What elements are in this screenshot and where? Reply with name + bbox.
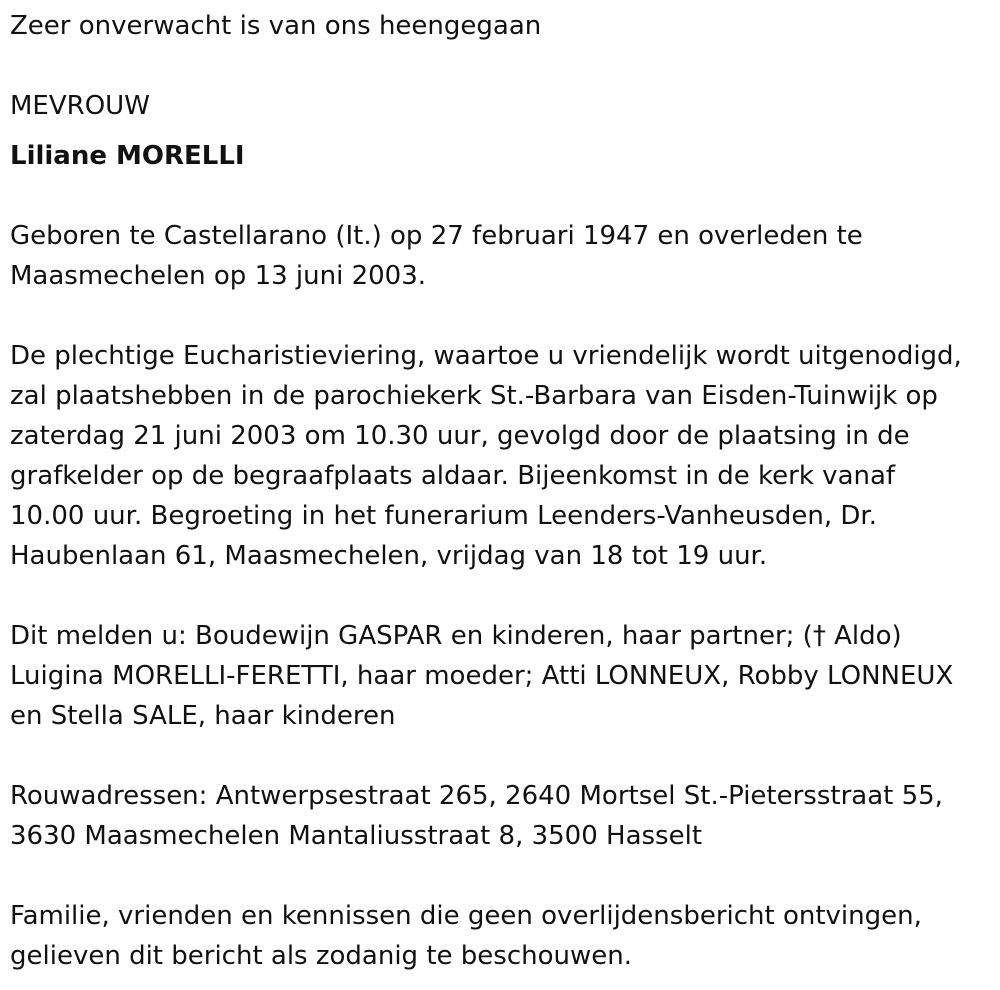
paragraph-line: Maasmechelen op 13 juni 2003. xyxy=(10,261,427,291)
obituary-notice xyxy=(10,6,995,976)
spacer xyxy=(10,46,995,86)
paragraph-line: en Stella SALE, haar kinderen xyxy=(10,701,396,731)
paragraph-line: zaterdag 21 juni 2003 om 10.30 uur, gevolgd door de plaatsing in de xyxy=(10,421,910,451)
paragraph-line: Familie, vrienden en kennissen die geen overlijdensbericht ontvingen, xyxy=(10,901,922,931)
closing-paragraph xyxy=(10,896,995,976)
paragraph-line: Geboren te Castellarano (It.) op 27 februari 1947 en overleden te xyxy=(10,221,863,251)
intro-line: Zeer onverwacht is van ons heengegaan xyxy=(10,11,542,41)
paragraph-line: Dit melden u: Boudewijn GASPAR en kinderen, haar partner; († Aldo) xyxy=(10,621,902,651)
spacer xyxy=(10,736,995,776)
paragraph-line: Rouwadressen: Antwerpsestraat 265, 2640 Mortsel St.-Pietersstraat 55, xyxy=(10,781,943,811)
paragraph-line: De plechtige Eucharistieviering, waartoe u vriendelijk wordt uitgenodigd, xyxy=(10,341,962,371)
paragraph-line: grafkelder op de begraafplaats aldaar. Bijeenkomst in de kerk vanaf xyxy=(10,461,896,491)
addresses-paragraph xyxy=(10,776,995,856)
birth-death-paragraph xyxy=(10,216,995,296)
paragraph-line: zal plaatshebben in de parochiekerk St.-Barbara van Eisden-Tuinwijk op xyxy=(10,381,938,411)
ceremony-paragraph xyxy=(10,336,995,576)
spacer xyxy=(10,576,995,616)
paragraph-line: Haubenlaan 61, Maasmechelen, vrijdag van 18 tot 19 uur. xyxy=(10,541,768,571)
paragraph-line: gelieven dit bericht als zodanig te beschouwen. xyxy=(10,941,632,971)
paragraph-line: 3630 Maasmechelen Mantaliusstraat 8, 3500 Hasselt xyxy=(10,821,703,851)
spacer xyxy=(10,296,995,336)
paragraph-line: 10.00 uur. Begroeting in het funerarium Leenders-Vanheusden, Dr. xyxy=(10,501,877,531)
spacer xyxy=(10,126,995,136)
paragraph-line: Luigina MORELLI-FERETTI, haar moeder; Atti LONNEUX, Robby LONNEUX xyxy=(10,661,954,691)
spacer xyxy=(10,176,995,216)
deceased-name: Liliane MORELLI xyxy=(10,141,245,171)
spacer xyxy=(10,856,995,896)
announcers-paragraph xyxy=(10,616,995,736)
title-prefix: MEVROUW xyxy=(10,91,150,121)
